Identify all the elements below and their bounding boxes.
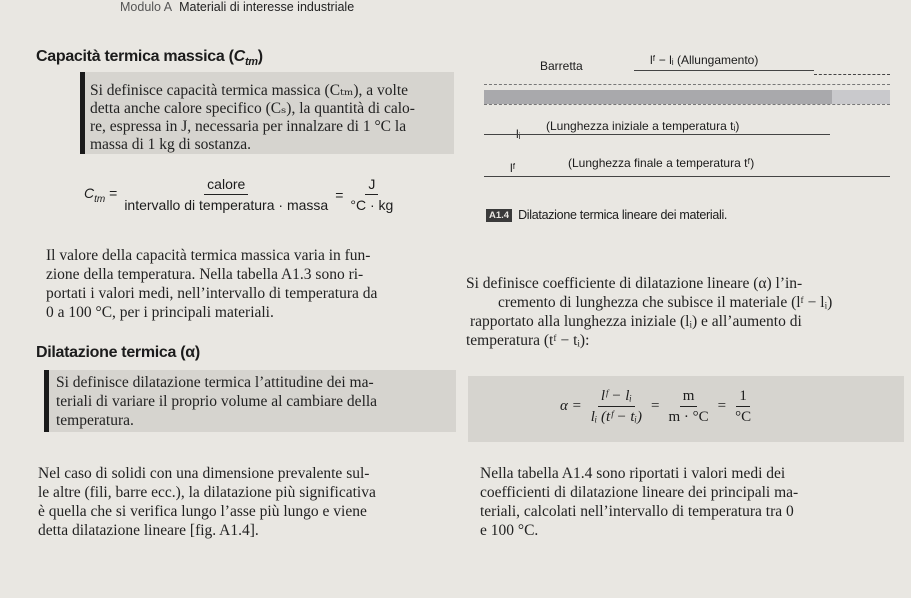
- figure-top-rule: [634, 70, 814, 71]
- page-header: [120, 0, 354, 14]
- figure-bar-extension: [832, 90, 890, 104]
- capacity-paragraph: Il valore della capacità termica massica varia in fun- zione della temperatura. Nella tabella A1.3 sono ri- portati i valori medi, nell’intervallo di temperatura da 0 a 100 °C, per i principali materiali.: [46, 247, 378, 321]
- figure-symbol-lf: lᶠ: [510, 161, 516, 175]
- figure-final-rule: [484, 176, 890, 177]
- dilatation-paragraph: Nel caso di solidi con una dimensione prevalente sul- le altre (fili, barre ecc.), la dilatazione più significativa è quella che si verifica lungo l’asse più lungo e viene detta dilatazione lineare [fig. A1.4].: [38, 465, 376, 539]
- alpha-fraction-main: $\frac{\text{lᶠ − lᵢ}}{\text{lᵢ (tᶠ − tᵢ)}}$: [590, 388, 642, 425]
- dilatation-definition-bar: [44, 370, 49, 432]
- capacity-definition-bar: [80, 72, 85, 154]
- section-title: Materiali di interesse industriale: [179, 0, 355, 14]
- dilatation-definition-text: Si definisce dilatazione termica l’attitudine dei ma- teriali di variare il proprio volume al cambiare della temperatura.: [56, 374, 378, 429]
- alpha-fraction-per-degree: $\frac{1}{^\circ C}$: [735, 388, 752, 425]
- capacity-unit-fraction: $\frac{J}{^\circ C \cdot kg}$: [350, 176, 394, 213]
- figure-symbol-li: lᵢ: [516, 127, 521, 141]
- coefficient-paragraph: Si definisce coefficiente di dilatazione lineare (α) l’in- cremento di lunghezza che subisce il materiale (lᶠ − lᵢ) rapportato alla lunghezza iniziale (lᵢ) e all’aumento di temperatura (tᶠ − tᵢ):: [466, 275, 833, 349]
- capacity-fraction: $\frac{\text{calore}}{\text{intervallo di temperatura · massa}}$: [124, 176, 329, 213]
- figure-bar-body: [484, 90, 832, 104]
- figure-label-bar: Barretta: [540, 59, 583, 73]
- figure-label-final: (Lunghezza finale a temperatura tᶠ): [568, 156, 755, 170]
- capacity-formula: $C_{tm}$ = $\frac{\text{calore}}{\text{intervallo di temperatura · massa}}$ = $\frac{J}{^\circ C \cdot kg}$: [84, 176, 396, 213]
- figure-dashed-guide-top: [814, 74, 890, 75]
- figure-caption: [486, 208, 727, 222]
- figure-caption-text: Dilatazione termica lineare dei materiali.: [518, 208, 728, 222]
- alpha-fraction-units: $\frac{m}{m \cdot ^\circ C}$: [668, 388, 709, 425]
- figure-initial-rule: [484, 134, 830, 135]
- table-reference-paragraph: Nella tabella A1.4 sono riportati i valori medi dei coefficienti di dilatazione lineare dei principali ma- teriali, calcolati nell’intervallo di temperatura tra 0 e 100 °C.: [480, 465, 799, 539]
- capacity-definition-text: Si definisce capacità termica massica (Cₜₘ), a volte detta anche calore specifico (Cₛ), la quantità di calo- re, espressa in J, necessaria per innalzare di 1 °C la massa di 1 kg di sostanza.: [90, 82, 415, 153]
- alpha-formula: α = $\frac{\text{lᶠ − lᵢ}}{\text{lᵢ (tᶠ − tᵢ)}}$ = $\frac{m}{m \cdot ^\circ C}$ = $\frac{1}{^\circ C}$: [560, 388, 754, 425]
- figure-label-elongation: lᶠ − lᵢ (Allungamento): [650, 53, 759, 67]
- dilatation-title: Dilatazione termica (α): [36, 344, 200, 361]
- figure-caption-tag: A1.4: [486, 209, 512, 222]
- capacity-title: Capacità termica massica $(C_{tm})$: [36, 48, 263, 69]
- figure-bar-edge: [484, 104, 890, 105]
- figure-label-initial: (Lunghezza iniziale a temperatura tᵢ): [546, 119, 740, 133]
- module-label: Modulo A: [120, 0, 173, 14]
- figure-a1-4: [484, 52, 894, 192]
